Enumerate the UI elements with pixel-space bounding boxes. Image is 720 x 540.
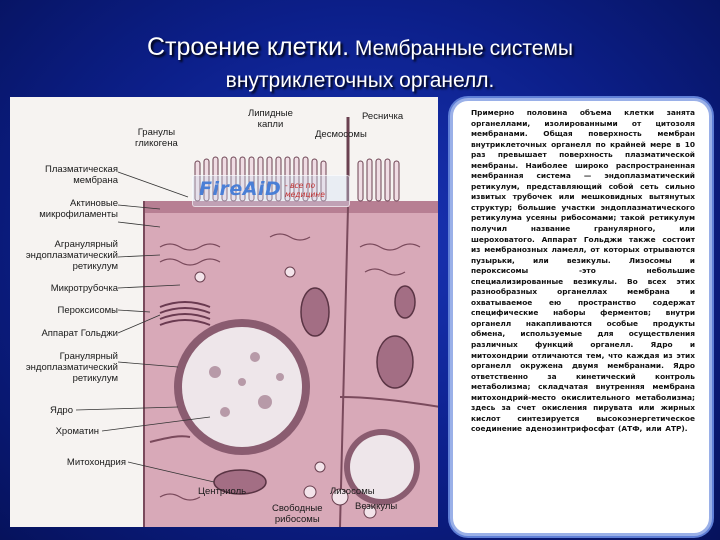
label-lipid-drops: Липидные капли (248, 108, 293, 130)
fireaid-watermark (192, 175, 350, 207)
label-cilium: Ресничка (362, 111, 404, 122)
label-vesicles: Везикулы (355, 501, 398, 512)
label-lysosomes: Лизосомы (330, 486, 375, 497)
label-centriole: Центриоль (198, 486, 247, 497)
label-golgi: Аппарат Гольджи (41, 328, 118, 339)
label-granular-er: Гранулярный эндоплазматический ретикулум (25, 351, 118, 384)
label-nucleus: Ядро (50, 405, 73, 416)
label-microtubule: Микротрубочка (50, 283, 118, 294)
label-plasma-membrane: Плазматическая мембрана (45, 164, 118, 186)
slide-title (0, 32, 720, 96)
watermark-tagline: - все по медицине (285, 181, 325, 199)
cell-structure-figure (10, 97, 438, 527)
label-peroxisomes: Пероксисомы (57, 305, 118, 316)
label-actin: Актиновые микрофиламенты (39, 198, 118, 220)
fireaid-logo: FireAiD (199, 178, 282, 200)
nucleoplasm (182, 327, 302, 447)
label-mitochondria: Митохондрия (66, 457, 126, 468)
description-textbox (450, 98, 712, 536)
description-text: Примерно половина объема клетки занята органеллами, изолированными от цитозоля мембранами. Общая поверхность мембран внутриклеточных органелл по крайней мере в 10 раз превышает поверхность плазматической мембраны. Наиболее широко распространенная мембранная система — эндоплазматический ретикулум, представляющий собой сеть сильно извитых трубочек или мешковидных вытянутых структур; большие участки эндоплазматического ретикулума усеяны рибосомами; такой ретикулум получил название гранулярного, или шероховатого. Аппарат Гольджи также состоит из мембранозных ламелл, от которых отрываются пузырьки, или везикулы. Лизосомы и пероксисомы -это небольшие специализированные везикулы. Во всех этих разнообразных органеллах мембрана и охватываемое ею пространство содержат специфические наборы ферментов; внутри органелл накапливаются особые продукты обмена, используемые для осуществления различных функций органелл. Ядро и митохондрии отличаются тем, что каждая из этих органелл окружена двумя мембранами. Ядро ответственно за кинетический контроль метаболизма; складчатая внутренняя мембрана митохондрий-место окислительного метаболизма; здесь за счет окисления пирувата или жирных кислот синтезируется высокоэнергетическое соединение аденозинтрифосфат (АТФ, или АТР). (471, 108, 695, 434)
label-chromatin: Хроматин (55, 426, 99, 437)
label-free-ribosomes: Свободные рибосомы (272, 503, 323, 525)
label-glycogen: Гранулы гликогена (135, 127, 178, 149)
label-agranular-er: Агранулярный эндоплазматический ретикулум (25, 239, 118, 272)
title-main: Строение клетки. (147, 33, 350, 61)
title-rest: Мембранные системы (349, 37, 573, 60)
title-line2: внутриклеточных органелл. (225, 69, 495, 92)
label-desmosomes: Десмосомы (315, 129, 367, 140)
